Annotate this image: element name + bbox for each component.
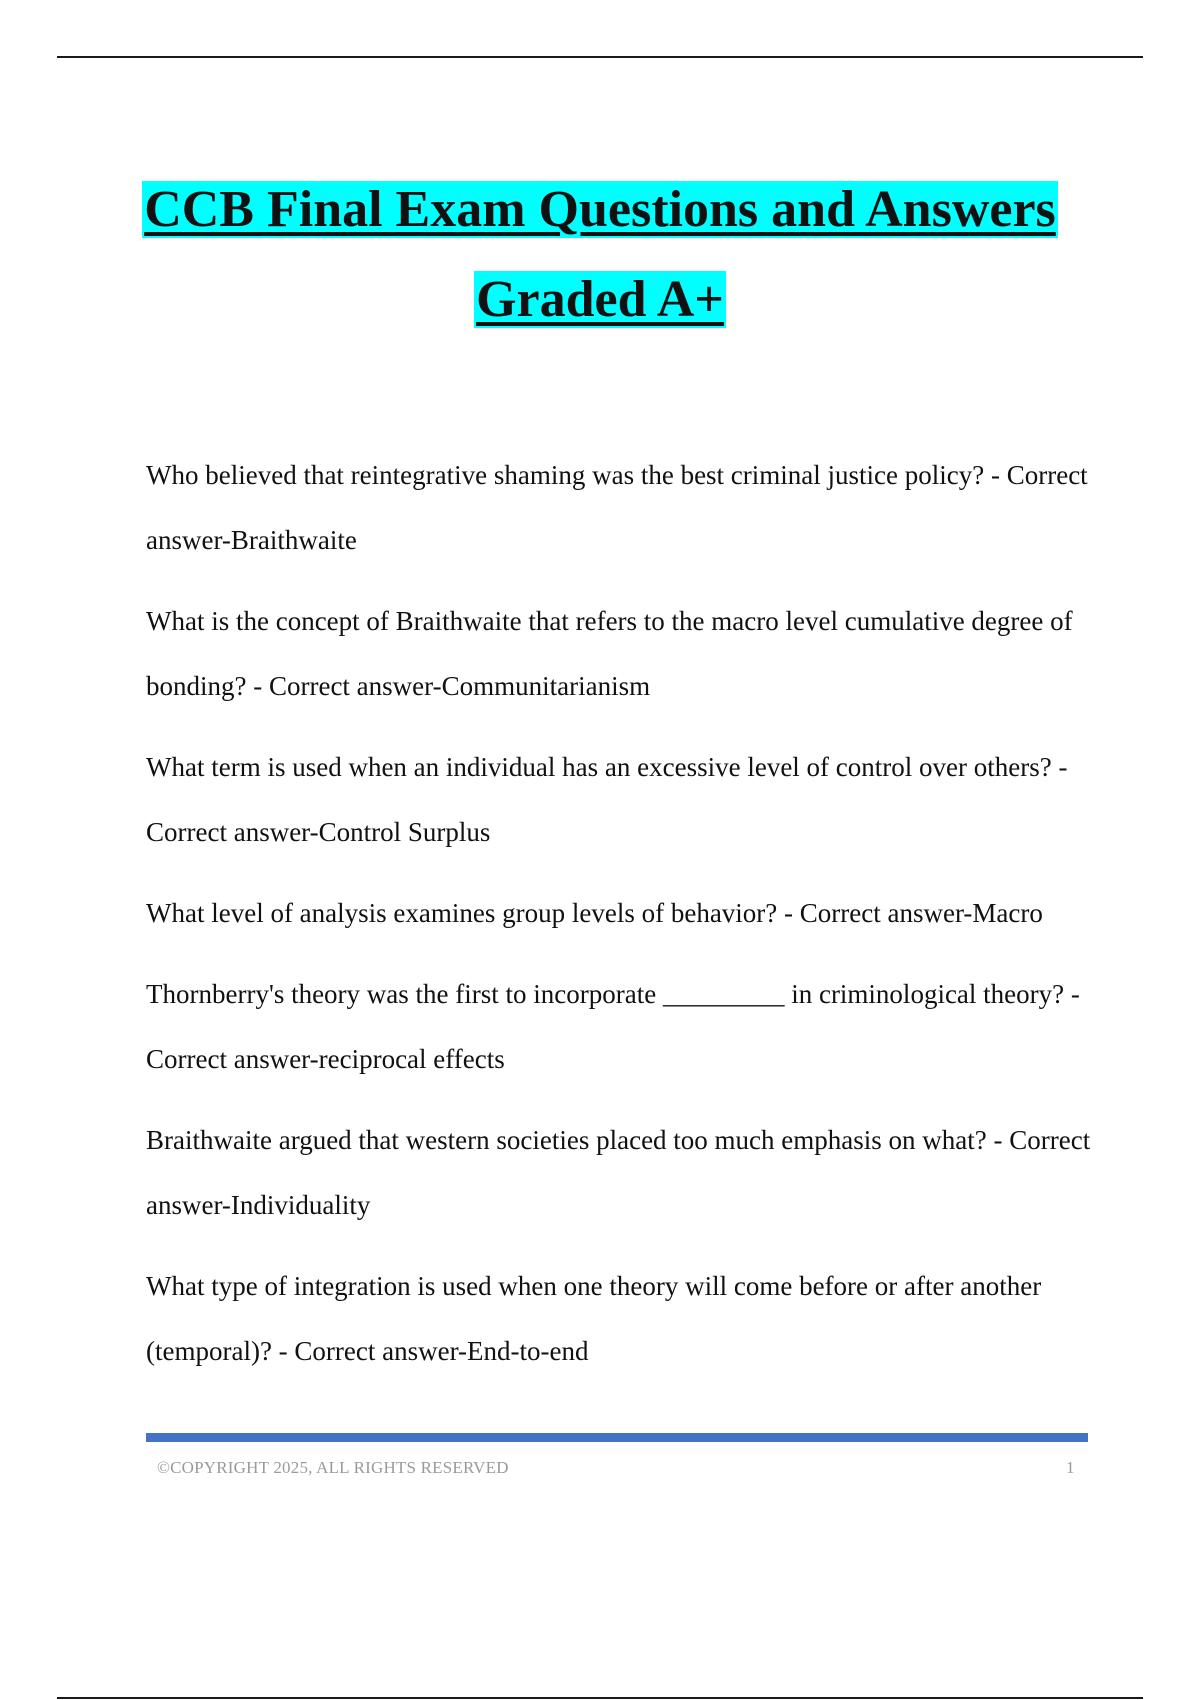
title-line-1-text: CCB Final Exam Questions and Answers [144,181,1056,238]
qa-item: Braithwaite argued that western societies placed too much emphasis on what? - Correct answer-Individuality [146,1125,1091,1220]
footer-bar [146,1433,1088,1442]
qa-item: What is the concept of Braithwaite that refers to the macro level cumulative degree of bonding? - Correct answer-Communitarianism [146,606,1073,701]
qa-item: Thornberry's theory was the first to incorporate _________ in criminological theory? - Correct answer-reciprocal effects [146,979,1080,1074]
qa-item: What type of integration is used when one theory will come before or after another (temporal)? - Correct answer-End-to-end [146,1271,1042,1366]
qa-list [146,443,1091,1400]
qa-item: Who believed that reintegrative shaming was the best criminal justice policy? - Correct answer-Braithwaite [146,460,1088,555]
title-line-2 [0,268,1200,332]
document-title [0,178,1200,332]
copyright-text: ©COPYRIGHT 2025, ALL RIGHTS RESERVED [157,1458,509,1477]
qa-item: What term is used when an individual has an excessive level of control over others? - Correct answer-Control Surplus [146,752,1068,847]
bottom-rule [57,1697,1143,1699]
page-number: 1 [1066,1458,1075,1477]
title-line-1 [0,178,1200,242]
top-rule [57,56,1143,58]
title-line-2-text: Graded A+ [476,271,724,328]
qa-item: What level of analysis examines group levels of behavior? - Correct answer-Macro [146,898,1043,928]
